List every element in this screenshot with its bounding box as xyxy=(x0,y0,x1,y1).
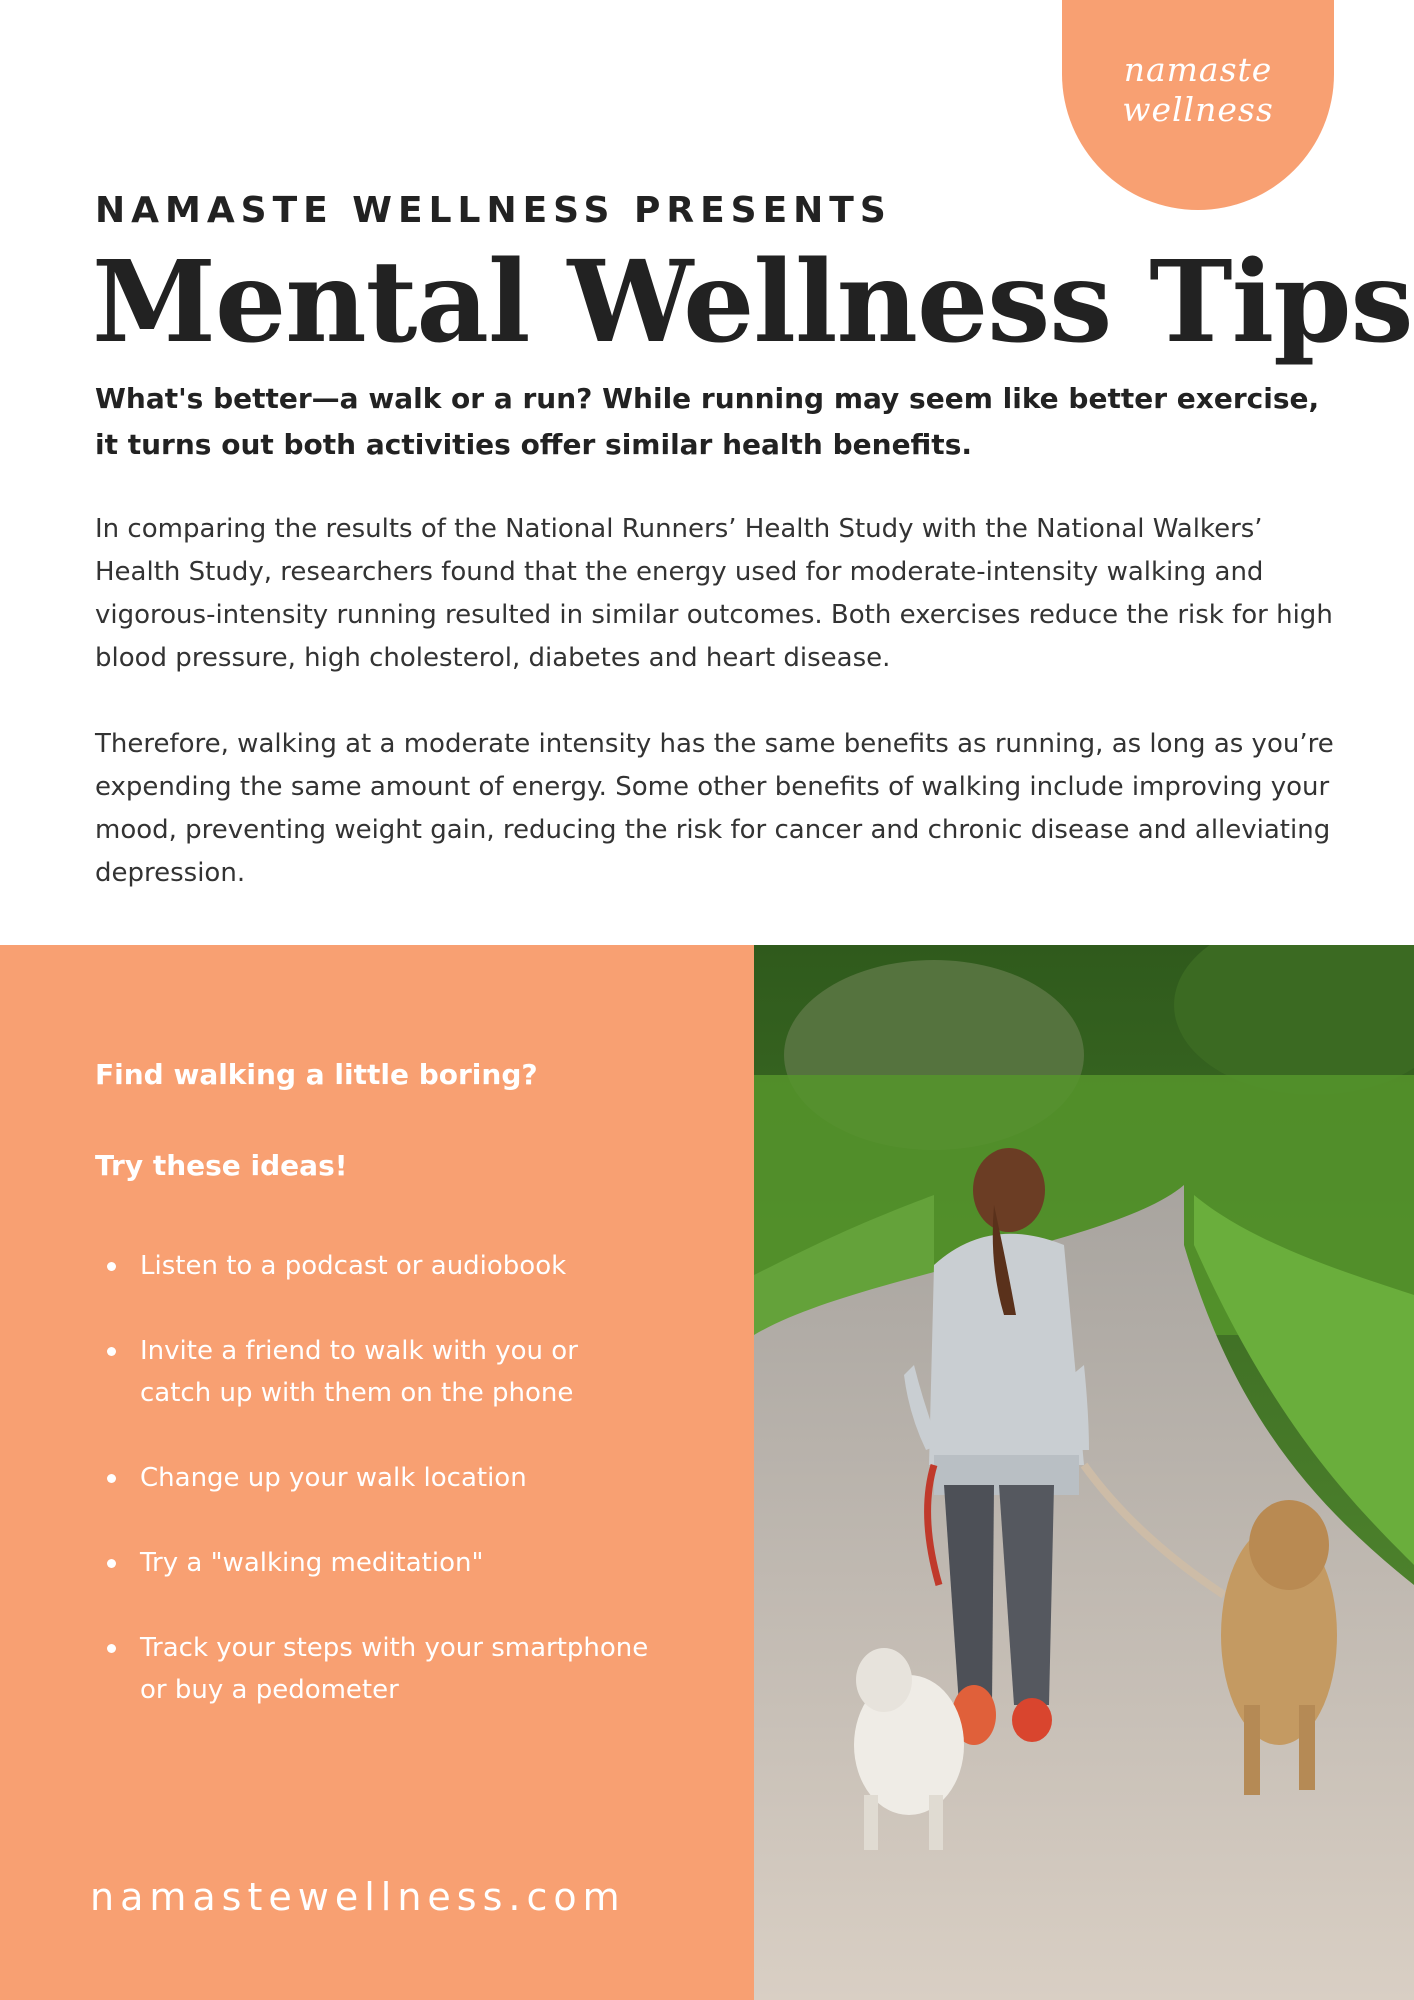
page-title: Mental Wellness Tips xyxy=(92,237,1413,368)
eyebrow-heading: NAMASTE WELLNESS PRESENTS xyxy=(95,190,892,231)
tips-subheading: Try these ideas! xyxy=(95,1149,348,1182)
tips-heading: Find walking a little boring? xyxy=(95,1058,538,1091)
walking-dogs-photo xyxy=(754,945,1414,2000)
body-paragraph-1: In comparing the results of the National Runners’ Health Study with the National Walkers’ Health Study, researchers found that the energy used for moderate-intensity walking and vigorous-intensity running resulted in similar outcomes. Both exercises reduce the risk for high blood pressure, high cholesterol, diabetes and heart disease. xyxy=(95,514,1333,673)
lead-paragraph: What's better—a walk or a run? While running may seem like better exercise, it turns out both activities offer similar health benefits. xyxy=(95,382,1320,461)
bullet-icon xyxy=(107,1474,116,1483)
bullet-icon xyxy=(107,1262,116,1271)
tip-item xyxy=(95,1330,655,1414)
bullet-icon xyxy=(107,1644,116,1653)
tip-text: Invite a friend to walk with you or catch up with them on the phone xyxy=(140,1336,578,1408)
logo-line-1: namaste xyxy=(1123,50,1273,89)
tip-text: Track your steps with your smartphone or buy a pedometer xyxy=(140,1633,649,1705)
tips-panel xyxy=(0,945,754,2000)
tip-text: Try a "walking meditation" xyxy=(140,1548,484,1578)
tip-text: Change up your walk location xyxy=(140,1463,527,1493)
website-link[interactable]: namastewellness.com xyxy=(90,1875,626,1919)
tip-item xyxy=(95,1245,655,1287)
body-paragraph-2: Therefore, walking at a moderate intensity has the same benefits as running, as long as you’re expending the same amount of energy. Some other benefits of walking include improving your mood, preventing weight gain, reducing the risk for cancer and chronic disease and alleviating depression. xyxy=(95,729,1334,888)
bullet-icon xyxy=(107,1559,116,1568)
logo-line-2: wellness xyxy=(1122,90,1274,129)
logo-wordmark xyxy=(1062,50,1334,130)
tip-text: Listen to a podcast or audiobook xyxy=(140,1251,567,1281)
photo-illustration xyxy=(754,945,1414,2000)
tips-list xyxy=(95,1245,655,1754)
logo-badge xyxy=(1062,0,1334,210)
tip-item xyxy=(95,1627,655,1711)
tip-item xyxy=(95,1542,655,1584)
bullet-icon xyxy=(107,1347,116,1356)
tip-item xyxy=(95,1457,655,1499)
